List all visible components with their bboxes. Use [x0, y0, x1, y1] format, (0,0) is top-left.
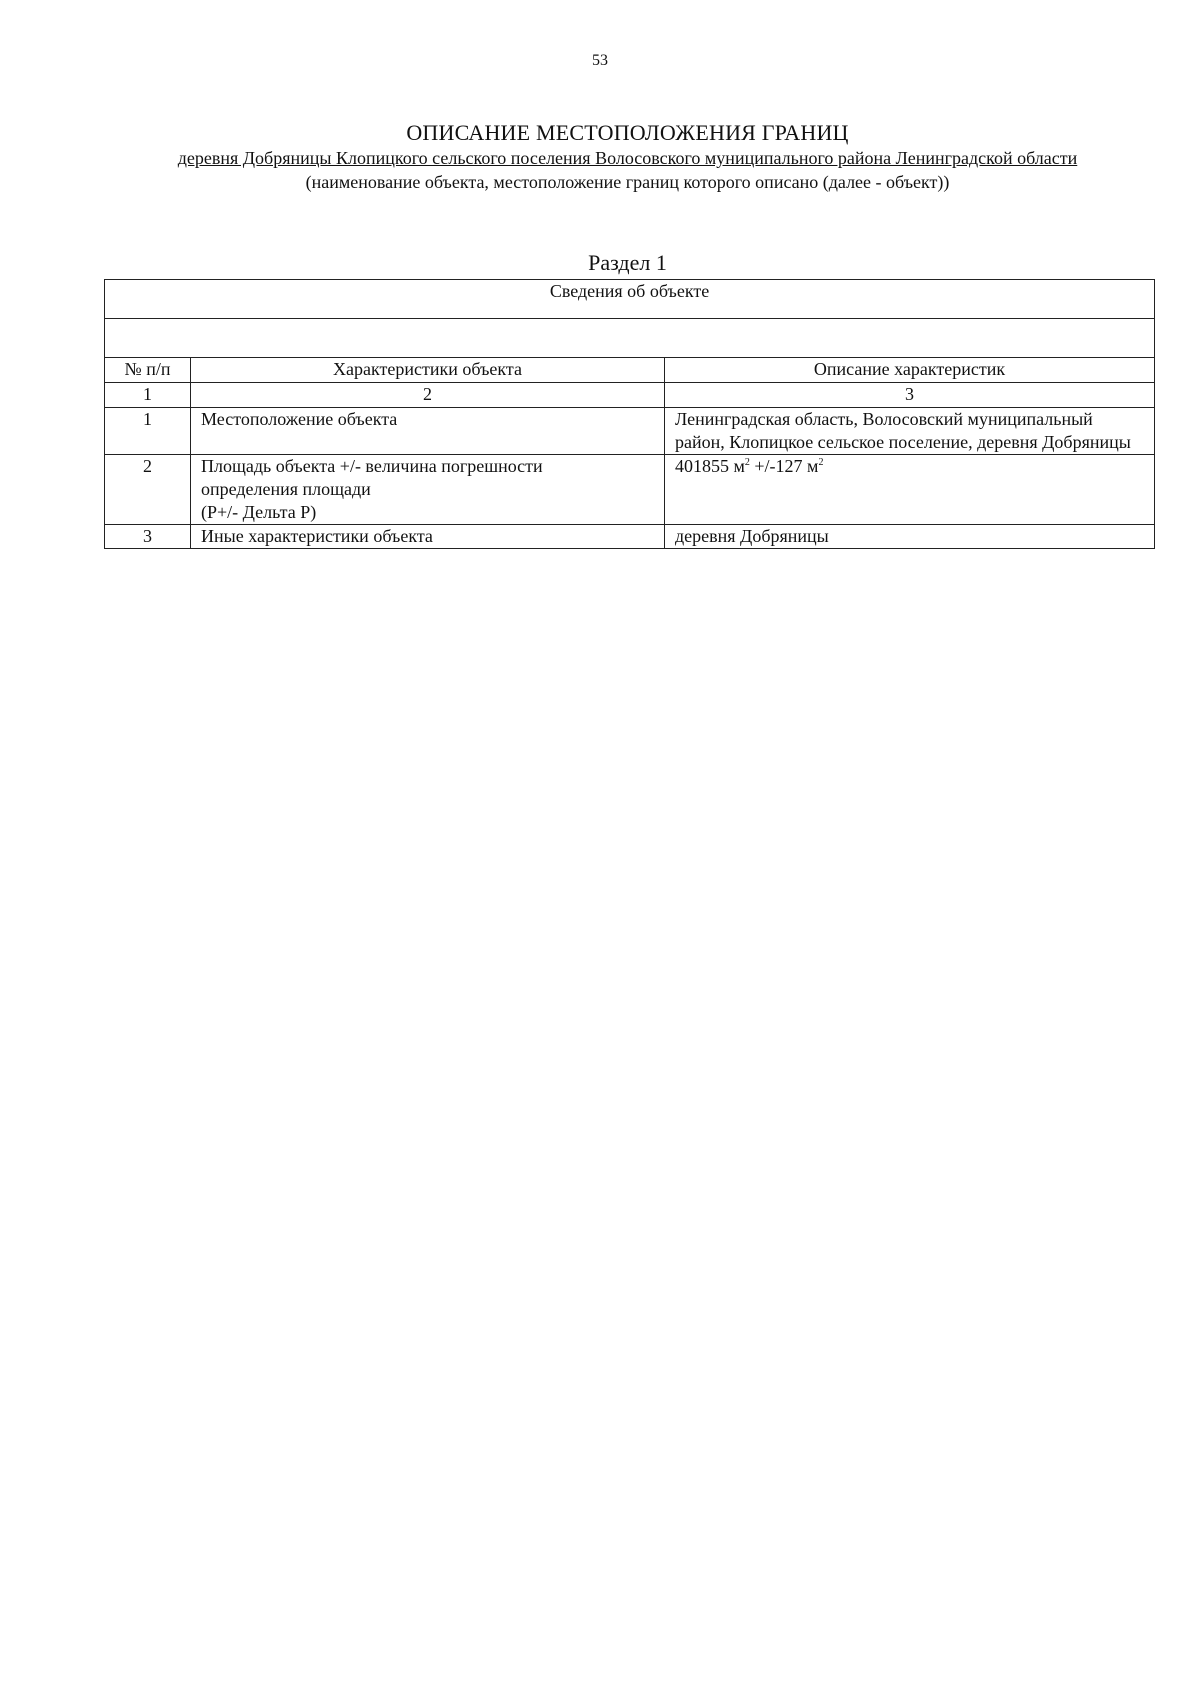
row-characteristic: Иные характеристики объекта	[191, 525, 665, 549]
column-header-row	[105, 358, 1155, 383]
row-number: 1	[105, 408, 191, 455]
row-description: деревня Добряницы	[665, 525, 1155, 549]
area-unit-exponent: 2	[744, 457, 750, 468]
column-number-2: 2	[191, 383, 665, 408]
blank-cell	[105, 319, 1155, 358]
column-header-description: Описание характеристик	[665, 358, 1155, 383]
row-characteristic	[191, 455, 665, 525]
row-description: Ленинградская область, Волосовский муниципальный район, Клопицкое сельское поселение, деревня Добряницы	[665, 408, 1155, 455]
table-header-row	[105, 280, 1155, 319]
row-number: 3	[105, 525, 191, 549]
object-name-caption: (наименование объекта, местоположение границ которого описано (далее - объект))	[305, 172, 950, 192]
table-blank-row	[105, 319, 1155, 358]
object-info-table	[104, 279, 1155, 549]
area-error-exponent: 2	[818, 457, 824, 468]
column-number-1: 1	[105, 383, 191, 408]
column-number-3: 3	[665, 383, 1155, 408]
table-row	[105, 455, 1155, 525]
object-name: деревня Добряницы Клопицкого сельского поселения Волосовского муниципального района Ленинградской области	[177, 148, 1078, 168]
characteristic-line: (P+/- Дельта P)	[201, 502, 317, 522]
column-header-num: № п/п	[105, 358, 191, 383]
row-characteristic: Местоположение объекта	[191, 408, 665, 455]
characteristic-line: определения площади	[201, 479, 371, 499]
row-number: 2	[105, 455, 191, 525]
area-value: 401855 м	[675, 456, 745, 476]
document-title: ОПИСАНИЕ МЕСТОПОЛОЖЕНИЯ ГРАНИЦ	[406, 120, 849, 145]
column-header-characteristic: Характеристики объекта	[191, 358, 665, 383]
characteristic-line: Площадь объекта +/- величина погрешности	[201, 456, 543, 476]
table-row	[105, 525, 1155, 549]
row-description-area	[665, 455, 1155, 525]
area-error: +/-127 м	[749, 456, 819, 476]
table-header: Сведения об объекте	[105, 280, 1155, 319]
page-number: 53	[592, 52, 608, 69]
column-number-row	[105, 383, 1155, 408]
section-title: Раздел 1	[588, 250, 667, 275]
table-row	[105, 408, 1155, 455]
